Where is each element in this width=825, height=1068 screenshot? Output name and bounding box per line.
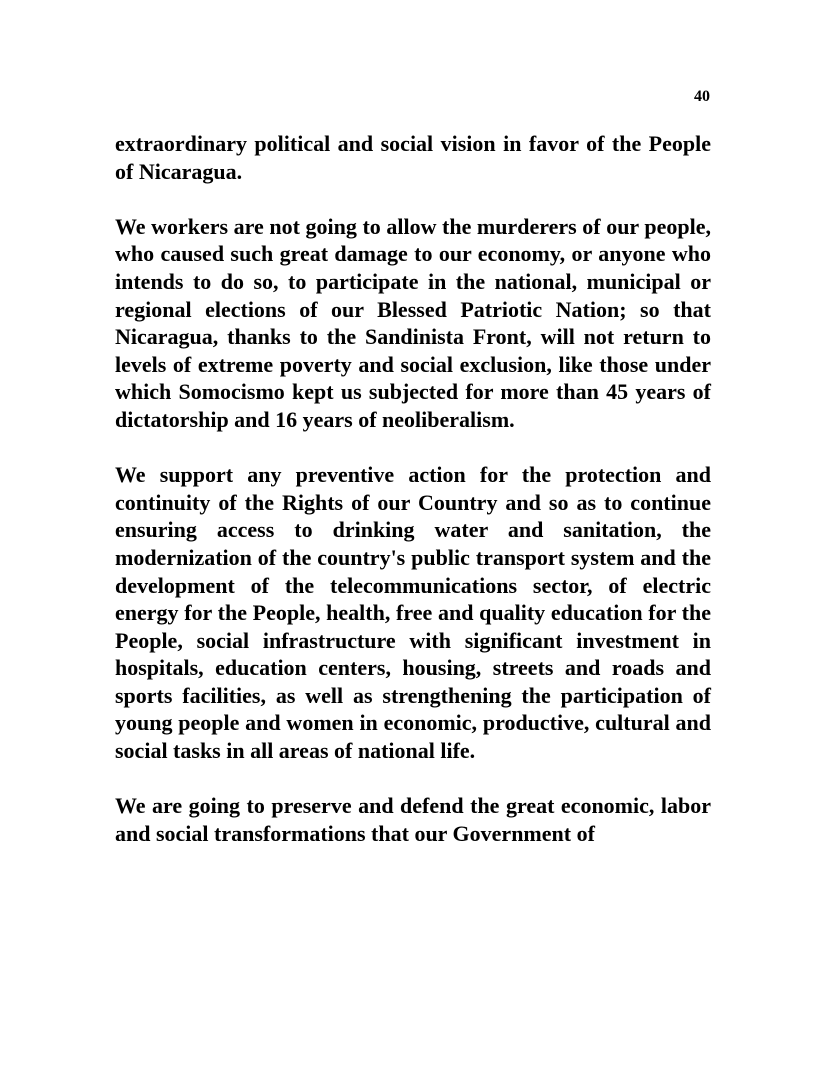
paragraph-3: We support any preventive action for the protection and continuity of the Rights of our Country and so as to continue ensuring access to drinking water and sanitation, the modernization of the country's public transport system and the development of the telecommunications sector, of electric energy for the People, health, free and quality education for the People, social infrastructure with significant investment in hospitals, education centers, housing, streets and roads and sports facilities, as well as strengthening the participation of young people and women in economic, productive, cultural and social tasks in all areas of national life. (115, 462, 711, 764)
paragraph-2: We workers are not going to allow the murderers of our people, who caused such great damage to our economy, or anyone who intends to do so, to participate in the national, municipal or regional elections of our Blessed Patriotic Nation; so that Nicaragua, thanks to the Sandinista Front, will not return to levels of extreme poverty and social exclusion, like those under which Somocismo kept us subjected for more than 45 years of dictatorship and 16 years of neoliberalism. (115, 213, 711, 432)
paragraph-1: extraordinary political and social vision in favor of the People of Nicaragua. (115, 131, 711, 184)
page-number: 40 (694, 88, 710, 105)
body-text (115, 130, 711, 875)
paragraph-4: We are going to preserve and defend the great economic, labor and social transformations that our Government of (115, 793, 711, 846)
